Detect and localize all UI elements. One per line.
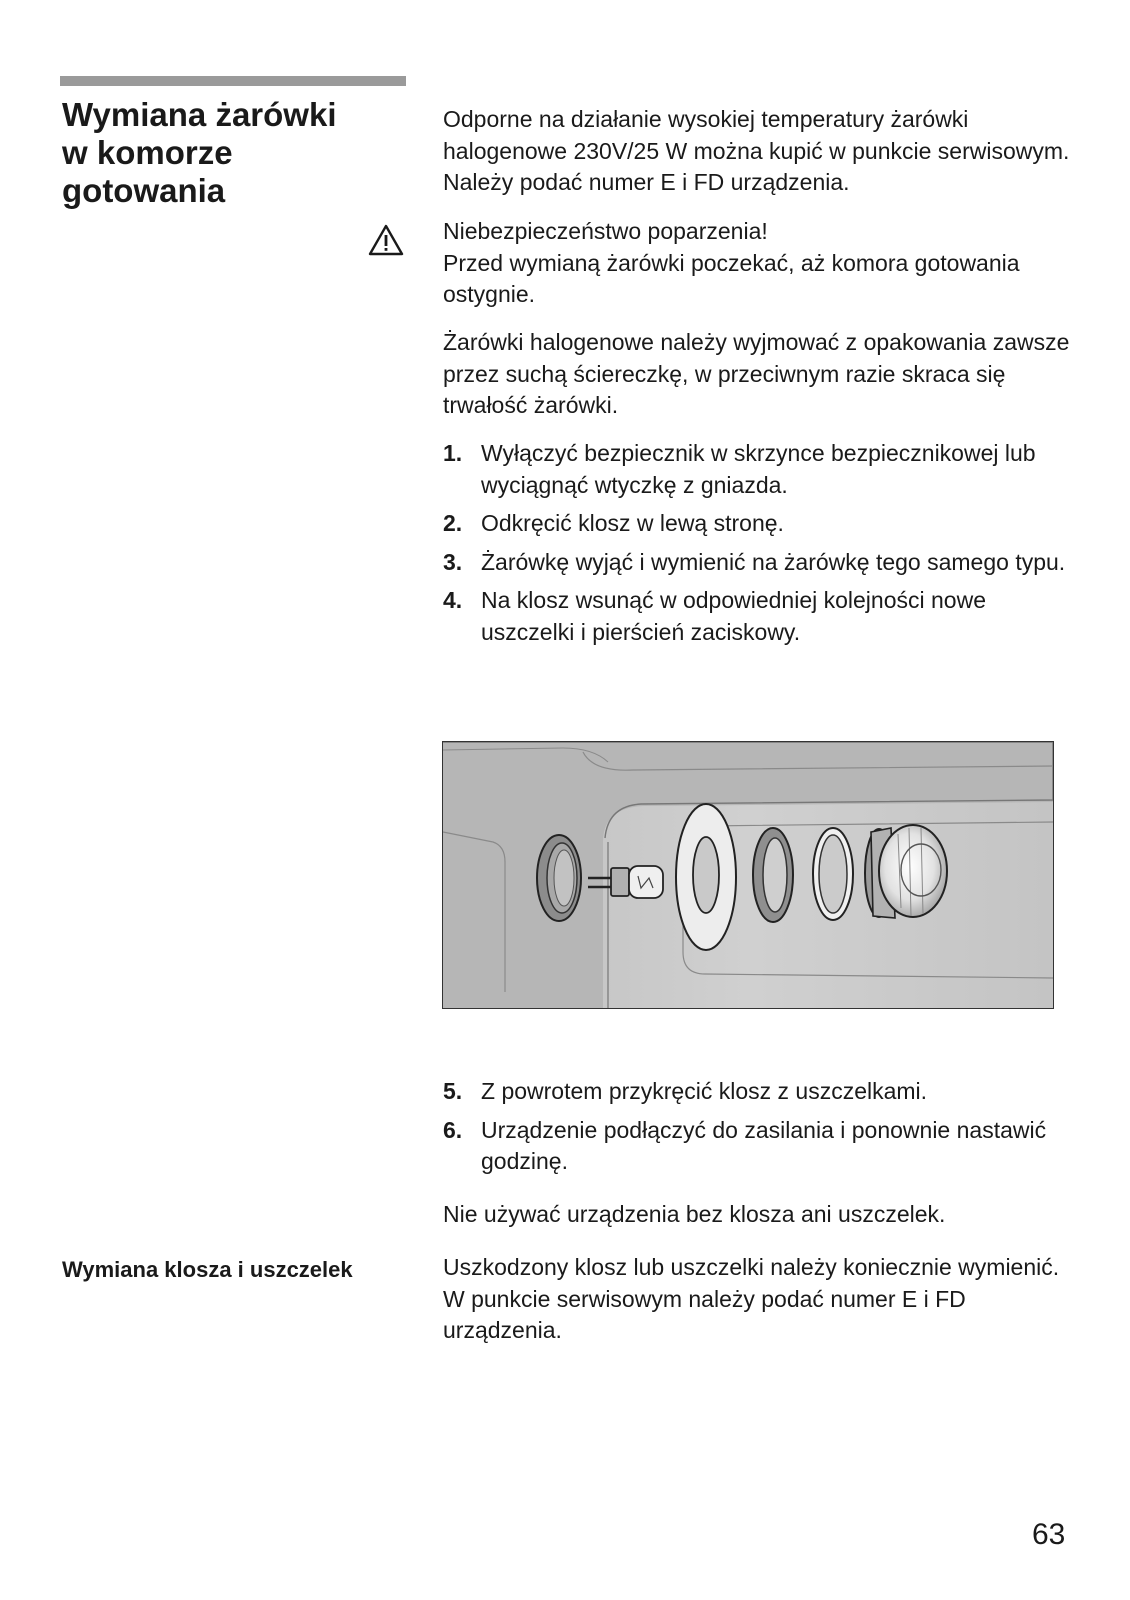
no-use-text: Nie używać urządzenia bez klosza ani uszczelek.: [443, 1201, 946, 1227]
step-text: Urządzenie podłączyć do zasilania i ponownie nastawić godzinę.: [481, 1116, 1047, 1174]
damaged-text: Uszkodzony klosz lub uszczelki należy koniecznie wymienić. W punkcie serwisowym należy podać numer E i FD urządzenia.: [443, 1254, 1060, 1343]
step-number: 6.: [443, 1116, 463, 1143]
step-number: 4.: [443, 587, 463, 613]
handling-paragraph: [443, 327, 1083, 422]
intro-text: Odporne na działanie wysokiej temperatury żarówki halogenowe 230V/25 W można kupić w punkcie serwisowym. Należy podać numer E i FD urządzenia.: [443, 106, 1070, 195]
warning-title: Niebezpieczeństwo poparzenia!: [443, 218, 768, 244]
lamp-replacement-illustration: [442, 741, 1054, 1009]
page-title-line-1: Wymiana żarówki: [62, 96, 337, 133]
page-title-line-2: w komorze: [62, 134, 233, 171]
page-title-line-3: gotowania: [62, 172, 226, 209]
step-number: 1.: [443, 440, 463, 466]
damaged-paragraph: [443, 1252, 1083, 1347]
list-item: [443, 547, 1083, 579]
step-number: 5.: [443, 1078, 463, 1104]
list-item: [443, 1076, 1083, 1108]
step-text: Żarówkę wyjąć i wymienić na żarówkę tego samego typu.: [481, 548, 1066, 575]
no-use-paragraph: [443, 1199, 1083, 1231]
steps-list-after: [443, 1076, 1083, 1185]
section-rule: [60, 76, 406, 86]
step-number: 2.: [443, 510, 463, 536]
list-item: [443, 585, 1083, 648]
list-item: [443, 1115, 1083, 1178]
step-text: Odkręcić klosz w lewą stronę.: [481, 510, 784, 536]
step-text: Z powrotem przykręcić klosz z uszczelkami.: [481, 1078, 928, 1104]
list-item: [443, 508, 1083, 540]
handling-text: Żarówki halogenowe należy wyjmować z opakowania zawsze przez suchą ściereczkę, w przeciwnym razie skraca się trwałość żarówki.: [443, 329, 1070, 418]
warning-block: [443, 216, 1083, 311]
warning-text: Przed wymianą żarówki poczekać, aż komora gotowania ostygnie.: [443, 249, 1020, 307]
step-text: Wyłączyć bezpiecznik w skrzynce bezpiecznikowej lub wyciągnąć wtyczkę z gniazda.: [481, 440, 1036, 498]
list-item: [443, 438, 1083, 501]
steps-list-before: [443, 438, 1083, 655]
intro-paragraph: [443, 104, 1083, 199]
step-number: 3.: [443, 548, 463, 575]
warning-triangle-icon: [368, 224, 404, 256]
lamp-exploded-view-drawing: [443, 742, 1053, 1008]
step-text: Na klosz wsunąć w odpowiedniej kolejności nowe uszczelki i pierścień zaciskowy.: [481, 587, 986, 645]
page-number: 63: [1032, 1518, 1066, 1551]
section-subheading: Wymiana klosza i uszczelek: [62, 1257, 353, 1282]
page-title: [62, 96, 402, 210]
